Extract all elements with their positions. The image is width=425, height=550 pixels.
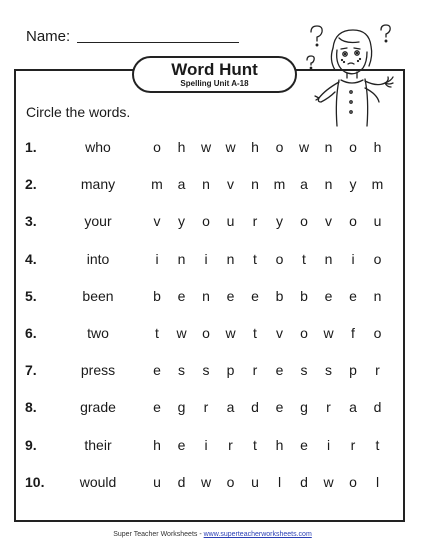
word-row	[0, 399, 425, 419]
letter-cell[interactable]: u	[226, 213, 235, 230]
letter-cell[interactable]: y	[349, 176, 357, 193]
letter-cell[interactable]: b	[300, 287, 308, 304]
letter-cell[interactable]: o	[349, 213, 357, 230]
target-word: who	[85, 139, 111, 155]
letter-cell[interactable]: o	[373, 250, 382, 267]
letter-cell[interactable]: e	[153, 362, 161, 379]
word-row	[0, 325, 425, 345]
letter-cell[interactable]: p	[349, 362, 357, 379]
letter-cell[interactable]: u	[251, 473, 259, 490]
letter-cell[interactable]: i	[351, 250, 355, 267]
target-word: into	[86, 250, 110, 267]
letter-cell[interactable]: e	[300, 436, 308, 453]
letter-cell[interactable]: m	[273, 176, 286, 193]
letter-cell[interactable]: n	[373, 287, 382, 304]
letter-cell[interactable]: a	[177, 176, 186, 193]
row-number: 10.	[25, 473, 45, 490]
letter-cell[interactable]: p	[226, 362, 235, 379]
letter-cell[interactable]: t	[155, 325, 159, 341]
word-row	[0, 213, 425, 233]
letter-cell[interactable]: h	[275, 436, 284, 453]
target-word: would	[79, 473, 117, 490]
letter-cell[interactable]: r	[350, 436, 356, 453]
letter-cell[interactable]: t	[375, 436, 380, 453]
letter-cell[interactable]: s	[325, 362, 332, 379]
letter-cell[interactable]: a	[226, 399, 235, 416]
letter-cell[interactable]: w	[225, 139, 236, 155]
letter-cell[interactable]: u	[373, 213, 382, 230]
letter-cell[interactable]: h	[373, 139, 382, 155]
letter-cell[interactable]: b	[153, 287, 161, 304]
letter-cell[interactable]: m	[151, 176, 163, 193]
letter-cell[interactable]: l	[375, 473, 380, 490]
letter-cell[interactable]: v	[227, 176, 234, 193]
letter-cell[interactable]: e	[177, 287, 186, 304]
letter-cell[interactable]: e	[226, 287, 235, 304]
row-number: 1.	[25, 139, 37, 155]
letter-cell[interactable]: o	[202, 213, 210, 230]
letter-cell[interactable]: i	[204, 436, 208, 453]
letter-cell[interactable]: r	[203, 399, 209, 416]
target-word: press	[80, 362, 116, 379]
letter-cell[interactable]: g	[177, 399, 186, 416]
letter-cell[interactable]: o	[300, 213, 308, 230]
letter-cell[interactable]: t	[253, 250, 257, 267]
letter-cell[interactable]: w	[225, 325, 236, 341]
footer-link[interactable]: www.superteacherworksheets.com	[203, 531, 312, 538]
row-number: 9.	[25, 436, 37, 453]
letter-cell[interactable]: o	[226, 473, 235, 490]
word-row	[0, 176, 425, 196]
letter-cell[interactable]: d	[251, 399, 259, 416]
letter-cell[interactable]: w	[323, 325, 334, 341]
letter-cell[interactable]: t	[302, 250, 306, 267]
letter-cell[interactable]: a	[349, 399, 357, 416]
letter-cell[interactable]: d	[373, 399, 382, 416]
word-row	[0, 288, 425, 308]
letter-cell[interactable]: t	[253, 436, 257, 453]
worksheet-subtitle: Spelling Unit A-18	[180, 79, 249, 88]
name-line[interactable]	[77, 42, 239, 43]
letter-cell[interactable]: e	[275, 362, 284, 379]
letter-cell[interactable]: v	[153, 213, 161, 230]
letter-cell[interactable]: i	[204, 250, 208, 267]
word-row	[0, 474, 425, 494]
word-row	[0, 251, 425, 271]
letter-cell[interactable]: r	[252, 213, 258, 230]
instruction-text: Circle the words.	[26, 104, 131, 120]
letter-cell[interactable]: e	[275, 399, 284, 416]
target-word: two	[87, 325, 109, 341]
letter-cell[interactable]: y	[178, 213, 185, 230]
target-word: their	[84, 436, 112, 453]
worksheet-title: Word Hunt	[171, 60, 258, 79]
word-row	[0, 362, 425, 382]
letter-cell[interactable]: f	[351, 325, 355, 341]
letter-cell[interactable]: m	[371, 176, 384, 193]
letter-cell[interactable]: w	[298, 139, 310, 155]
letter-cell[interactable]: w	[176, 325, 187, 341]
letter-cell[interactable]: r	[375, 362, 380, 379]
letter-cell[interactable]: e	[349, 287, 357, 304]
letter-cell[interactable]: o	[153, 139, 161, 155]
row-number: 6.	[25, 325, 37, 341]
letter-cell[interactable]: o	[300, 325, 308, 341]
letter-cell[interactable]: o	[275, 250, 284, 267]
target-word: been	[82, 287, 114, 304]
letter-cell[interactable]: o	[349, 473, 357, 490]
letter-cell[interactable]: h	[153, 436, 161, 453]
letter-cell[interactable]: w	[200, 473, 212, 490]
letter-cell[interactable]: a	[300, 176, 308, 193]
letter-cell[interactable]: w	[323, 473, 334, 490]
letter-cell[interactable]: o	[202, 325, 210, 341]
letter-cell[interactable]: n	[177, 250, 186, 267]
confused-girl-illustration	[305, 18, 397, 130]
row-number: 5.	[25, 287, 37, 304]
letter-cell[interactable]: i	[155, 250, 159, 267]
letter-cell[interactable]: y	[276, 213, 283, 230]
letter-cell[interactable]: n	[202, 287, 210, 304]
letter-cell[interactable]: s	[202, 362, 210, 379]
letter-cell[interactable]: h	[177, 139, 186, 155]
word-row	[0, 139, 425, 159]
letter-cell[interactable]: s	[178, 362, 185, 379]
letter-cell[interactable]: u	[153, 473, 161, 490]
letter-cell[interactable]: d	[177, 473, 186, 490]
target-word: grade	[80, 399, 116, 416]
letter-cell[interactable]: r	[326, 399, 331, 416]
letter-cell[interactable]: n	[251, 176, 259, 193]
row-number: 3.	[25, 213, 37, 230]
row-number: 7.	[25, 362, 37, 379]
letter-cell[interactable]: r	[252, 362, 258, 379]
letter-cell[interactable]: o	[275, 139, 284, 155]
letter-cell[interactable]: r	[228, 436, 233, 453]
footer	[0, 531, 425, 538]
row-number: 2.	[25, 176, 37, 193]
letter-cell[interactable]: o	[373, 325, 382, 341]
letter-cell[interactable]: n	[226, 250, 235, 267]
letter-cell[interactable]: i	[326, 436, 331, 453]
letter-cell[interactable]: e	[177, 436, 186, 453]
letter-cell[interactable]: n	[324, 250, 333, 267]
row-number: 8.	[25, 399, 37, 416]
letter-cell[interactable]: l	[277, 473, 282, 490]
letter-cell[interactable]: n	[324, 176, 333, 193]
letter-cell[interactable]: e	[324, 287, 333, 304]
letter-cell[interactable]: e	[153, 399, 161, 416]
row-number: 4.	[25, 250, 37, 267]
title-banner	[132, 56, 297, 93]
target-word: many	[80, 176, 116, 193]
letter-cell[interactable]: n	[324, 139, 333, 155]
name-label: Name:	[26, 28, 71, 45]
letter-cell[interactable]: n	[202, 176, 210, 193]
letter-cell[interactable]: e	[251, 287, 259, 304]
footer-text: Super Teacher Worksheets -	[113, 531, 204, 538]
letter-cell[interactable]: o	[349, 139, 357, 155]
letter-cell[interactable]: w	[200, 139, 212, 155]
letter-cell[interactable]: g	[300, 399, 308, 416]
letter-cell[interactable]: s	[300, 362, 308, 379]
letter-cell[interactable]: v	[276, 325, 283, 341]
letter-cell[interactable]: t	[253, 325, 257, 341]
letter-cell[interactable]: b	[275, 287, 284, 304]
letter-cell[interactable]: d	[300, 473, 308, 490]
word-row	[0, 437, 425, 457]
letter-cell[interactable]: v	[325, 213, 332, 230]
letter-cell[interactable]: h	[251, 139, 259, 155]
target-word: your	[84, 213, 112, 230]
